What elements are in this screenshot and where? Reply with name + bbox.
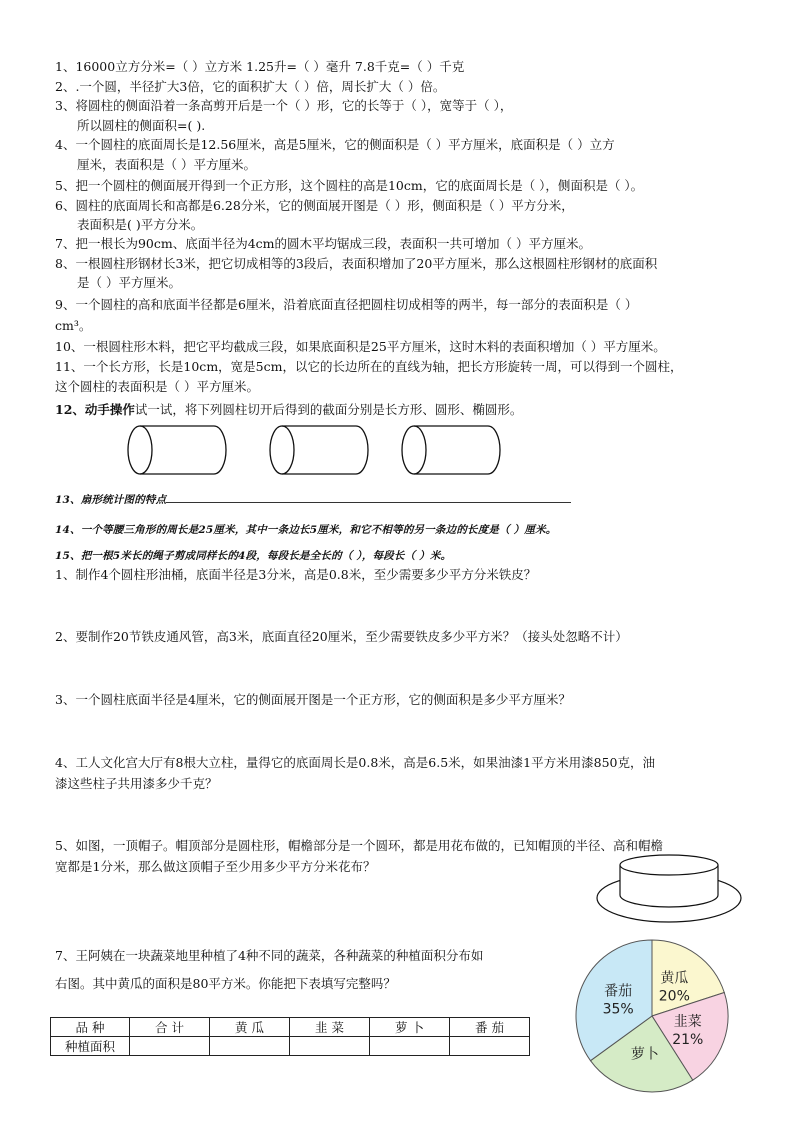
table-header: 萝 卜 — [370, 1018, 450, 1037]
word-problem-3: 3、一个圆柱底面半径是4厘米，它的侧面展开图是一个正方形，它的侧面积是多少平方厘米？ — [55, 692, 571, 707]
question-9-cont: cm³。 — [55, 318, 92, 333]
pie-percent-韭菜: 21% — [672, 1031, 704, 1048]
question-7: 7、把一根长为90cm、底面半径为4cm的圆木平均锯成三段，表面积一共可增加（ ）平方厘米。 — [55, 236, 591, 251]
cylinder-2 — [268, 424, 370, 476]
table-header: 番 茄 — [450, 1018, 530, 1037]
question-15: 15、把一根5米长的绳子剪成同样长的4段，每段长是全长的（ ），每段长（ ）米。 — [55, 550, 452, 562]
question-3: 3、将圆柱的侧面沿着一条高剪开后是一个（ ）形，它的长等于（ ），宽等于（ ）， — [55, 98, 513, 113]
question-11: 11、一个长方形，长是10cm，宽是5cm，以它的长边所在的直线为轴，把长方形旋转一周，可以得到一个圆柱， — [55, 359, 683, 374]
pie-label-番茄: 番茄 — [604, 983, 633, 1000]
question-6-cont: 表面积是( )平方分米。 — [77, 217, 204, 232]
pie-label-韭菜: 韭菜 — [673, 1013, 702, 1030]
table-cell[interactable] — [450, 1037, 530, 1056]
table-cell[interactable] — [130, 1037, 210, 1056]
question-2: 2、.一个圆，半径扩大3倍，它的面积扩大（ ）倍，周长扩大（ ）倍。 — [55, 79, 446, 94]
question-12-text: 试一试，将下列圆柱切开后得到的截面分别是长方形、圆形、椭圆形。 — [134, 402, 523, 417]
word-problem-2: 2、要制作20节铁皮通风管，高3米，底面直径20厘米，至少需要铁皮多少平方米？（接头处忽略不计） — [55, 629, 628, 644]
table-cell[interactable] — [210, 1037, 290, 1056]
question-12-title: 12、动手操作 — [55, 402, 135, 417]
planting-table — [50, 1017, 530, 1056]
question-4-cont: 厘米，表面积是（ ）平方厘米。 — [77, 157, 256, 172]
pie-percent-黄瓜: 20% — [658, 988, 690, 1005]
question-3-cont: 所以圆柱的侧面积=( ). — [77, 118, 206, 133]
question-4: 4、一个圆柱的底面周长是12.56厘米，高是5厘米，它的侧面积是（ ）平方厘米，底面积是（ ）立方 — [55, 137, 615, 152]
word-problem-7-cont: 右图。其中黄瓜的面积是80平方米。你能把下表填写完整吗？ — [55, 976, 396, 991]
table-row — [51, 1037, 530, 1056]
question-8: 8、一根圆柱形钢材长3米，把它切成相等的3段后，表面积增加了20平方厘米，那么这根圆柱形钢材的底面积 — [55, 256, 658, 271]
question-11-cont: 这个圆柱的表面积是（ ）平方厘米。 — [55, 379, 259, 394]
word-problem-1: 1、制作4个圆柱形油桶，底面半径是3分米，高是0.8米，至少需要多少平方分米铁皮？ — [55, 567, 537, 582]
question-13-text: 13、扇形统计图的特点 — [55, 494, 167, 506]
word-problem-5-cont: 宽都是1分米，那么做这顶帽子至少用多少平方分米花布？ — [55, 859, 376, 874]
word-problem-4: 4、工人文化宫大厅有8根大立柱，量得它的底面周长是0.8米，高是6.5米，如果油漆1平方米用漆850克，油 — [55, 755, 655, 770]
table-header: 黄 瓜 — [210, 1018, 290, 1037]
table-row-label: 种植面积 — [51, 1037, 130, 1056]
word-problem-4-cont: 漆这些柱子共用漆多少千克？ — [55, 776, 218, 791]
table-header: 韭 菜 — [290, 1018, 370, 1037]
question-1: 1、16000立方分米=（ ）立方米 1.25升=（ ）毫升 7.8千克=（ ）千克 — [55, 59, 465, 74]
question-12 — [55, 401, 522, 419]
pie-percent-番茄: 35% — [602, 1001, 634, 1018]
pie-label-萝卜: 萝卜 — [630, 1046, 659, 1063]
cylinder-3 — [400, 424, 502, 476]
table-header: 合 计 — [130, 1018, 210, 1037]
table-cell[interactable] — [290, 1037, 370, 1056]
question-5: 5、把一个圆柱的侧面展开得到一个正方形，这个圆柱的高是10cm，它的底面周长是（ ），侧面积是（ ）。 — [55, 178, 644, 193]
question-9: 9、一个圆柱的高和底面半径都是6厘米，沿着底面直径把圆柱切成相等的两半，每一部分的表面积是（ ） — [55, 297, 638, 312]
question-8-cont: 是（ ）平方厘米。 — [77, 275, 181, 290]
question-14: 14、一个等腰三角形的周长是25厘米，其中一条边长5厘米，和它不相等的另一条边的长度是（ ）厘米。 — [55, 524, 557, 536]
pie-chart — [573, 937, 731, 1095]
word-problem-5: 5、如图，一顶帽子。帽顶部分是圆柱形，帽檐部分是一个圆环，都是用花布做的，已知帽顶的半径、高和帽檐 — [55, 838, 663, 853]
pie-label-黄瓜: 黄瓜 — [660, 970, 689, 987]
cylinder-1 — [126, 424, 228, 476]
question-6: 6、圆柱的底面周长和高都是6.28分米，它的侧面展开图是（ ）形，侧面积是（ ）平方分米， — [55, 198, 574, 213]
table-header-row — [51, 1018, 530, 1037]
question-10: 10、一根圆柱形木料，把它平均截成三段，如果底面积是25平方厘米，这时木料的表面积增加（ ）平方厘米。 — [55, 339, 666, 354]
hat-figure — [594, 853, 744, 925]
word-problem-7: 7、王阿姨在一块蔬菜地里种植了4种不同的蔬菜，各种蔬菜的种植面积分布如 — [55, 948, 484, 963]
answer-line — [166, 490, 571, 503]
table-cell[interactable] — [370, 1037, 450, 1056]
question-13 — [55, 490, 571, 509]
table-header: 品 种 — [51, 1018, 130, 1037]
